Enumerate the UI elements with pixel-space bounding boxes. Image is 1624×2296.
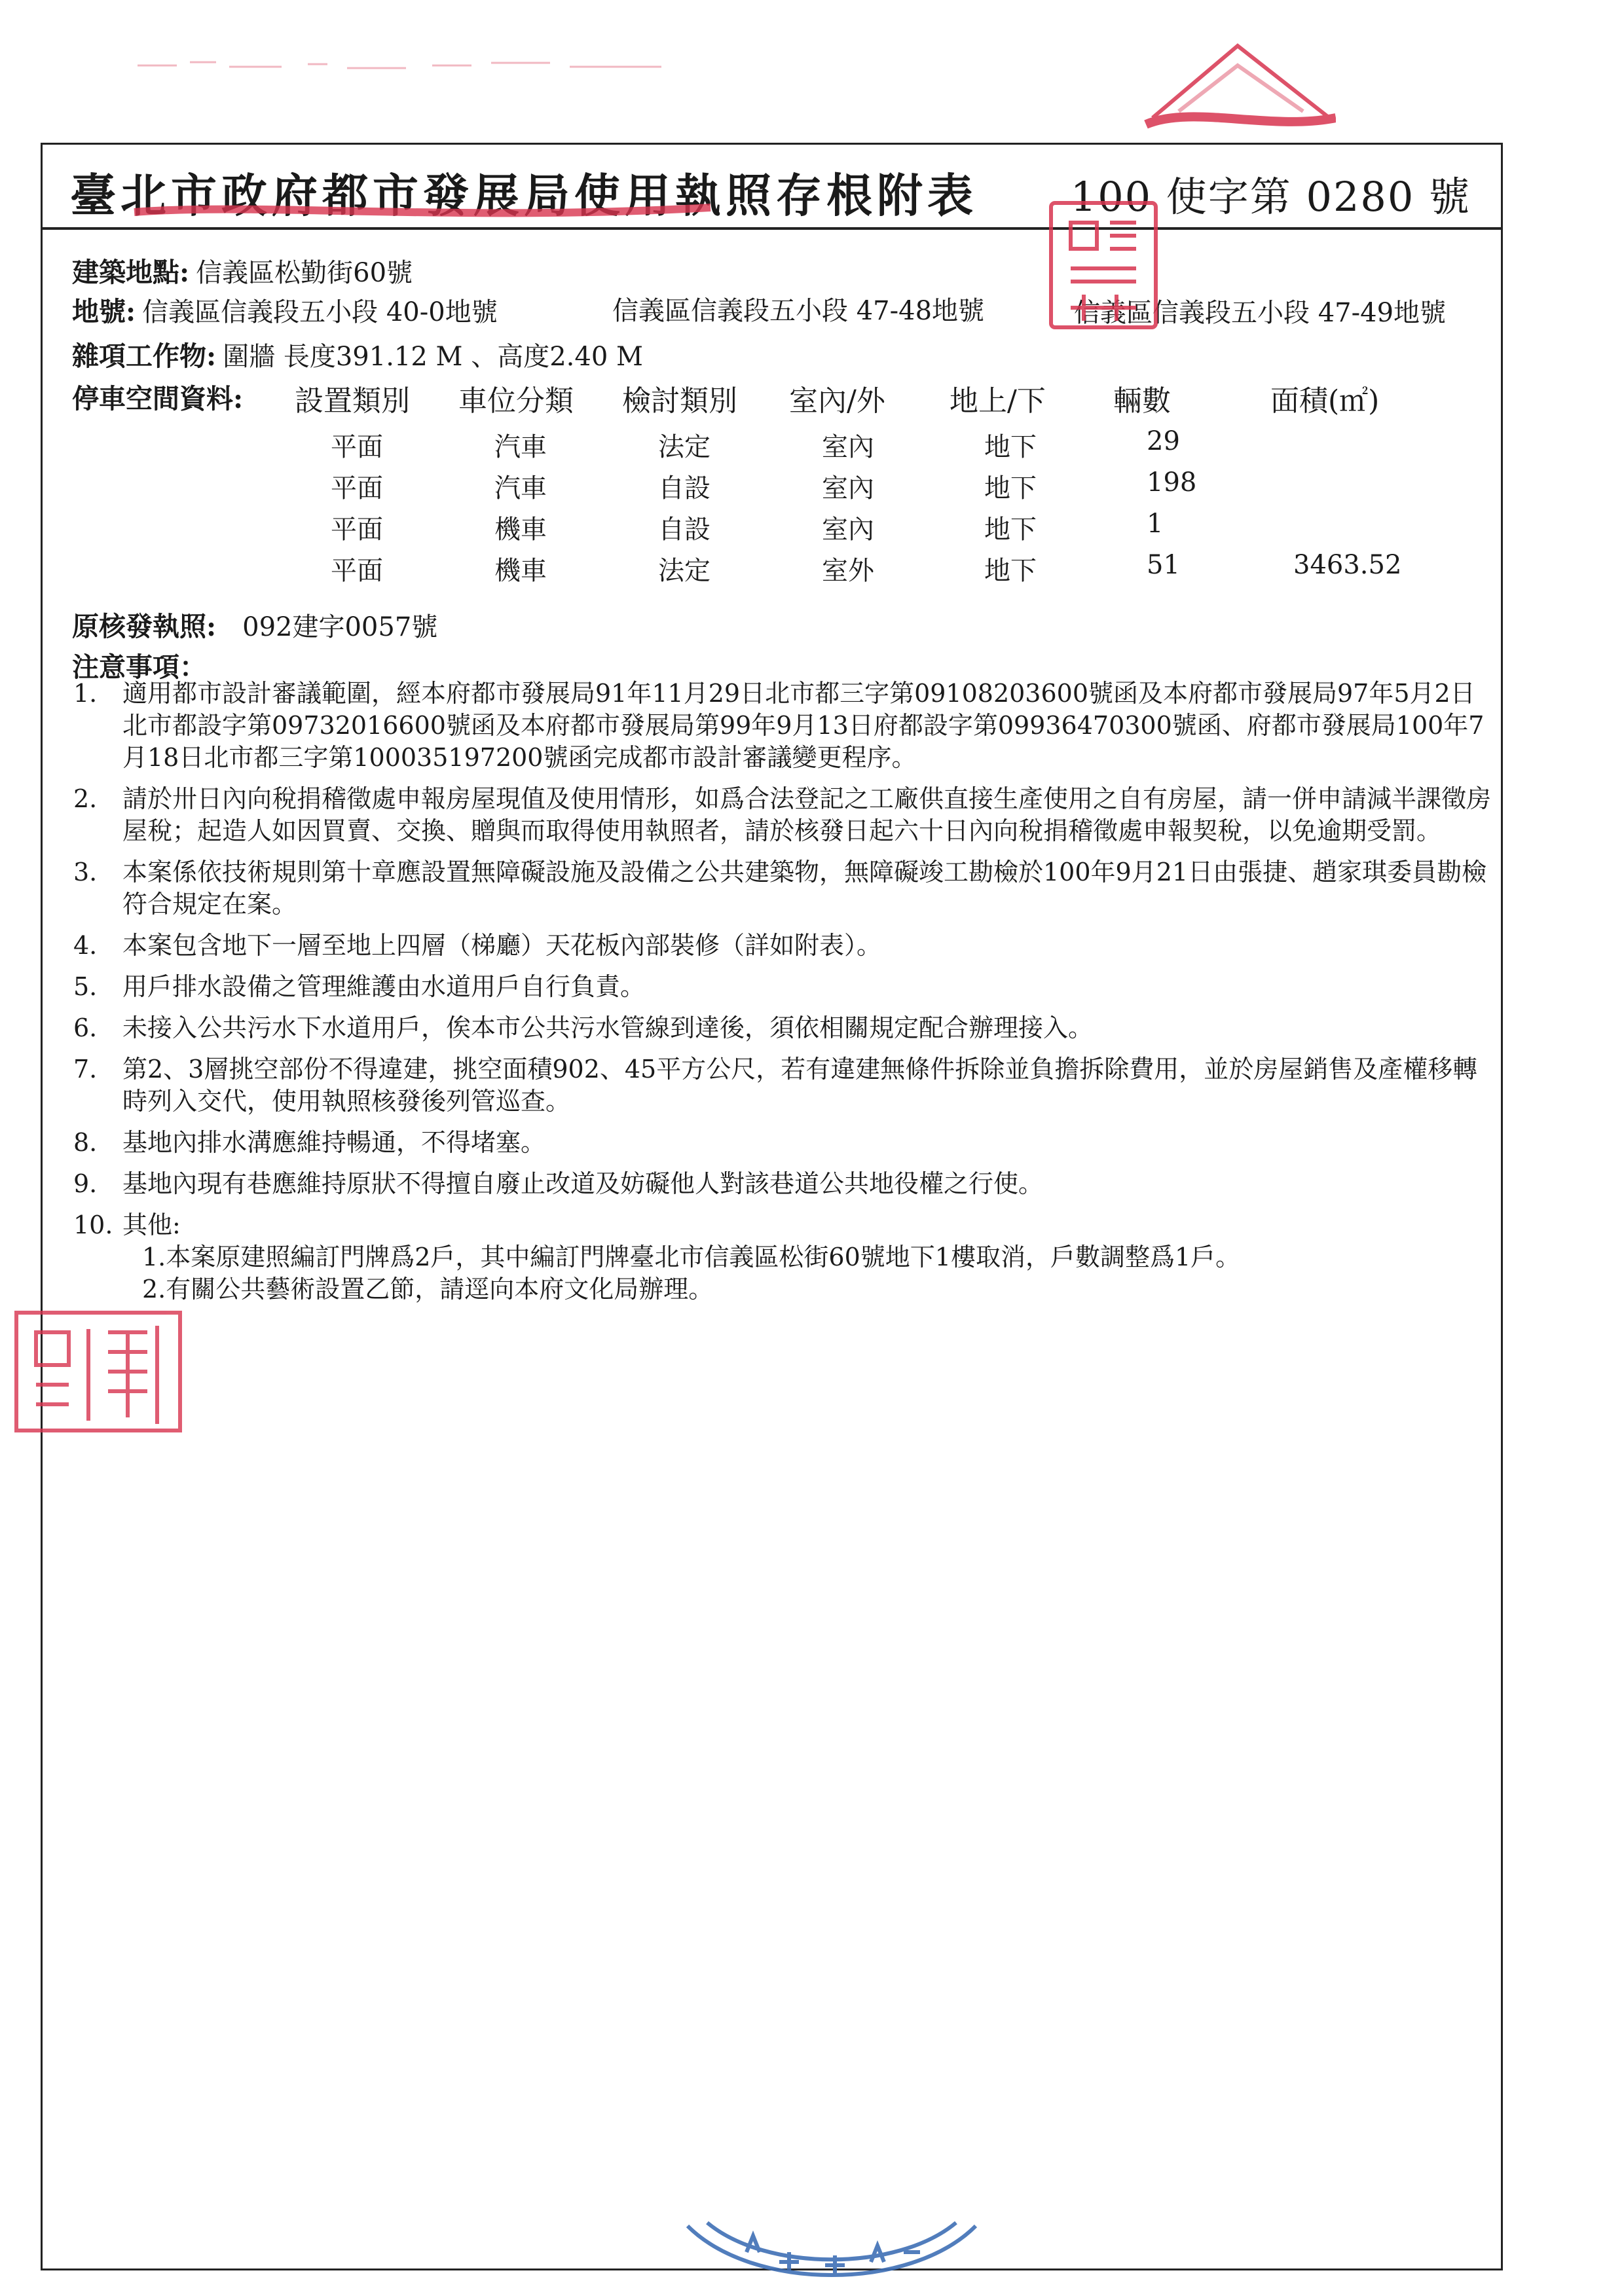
site-location-row — [72, 251, 413, 289]
parking-cell: 51 — [1147, 550, 1180, 580]
parking-header-type: 設置類別 — [295, 384, 410, 418]
site-location-label: 建築地點: — [72, 257, 190, 288]
parking-header-review: 檢討類別 — [622, 384, 737, 418]
blue-seal-bottom — [674, 2200, 989, 2296]
note-text: 其他: — [122, 1211, 181, 1239]
note-text: 第2、3層挑空部份不得違建，挑空面積902、45平方公尺，若有違建無條件拆除並負擔拆除費用，並於房屋銷售及產權移轉時列入交代，使用執照核發後列管巡查。 — [122, 1055, 1478, 1116]
note-item — [54, 1053, 1494, 1118]
parking-cell: 機車 — [494, 515, 547, 545]
note-text: 請於卅日內向稅捐稽徵處申報房屋現值及使用情形，如爲合法登記之工廠供直接生產使用之自有房屋，請一併申請減半課徵房屋稅；起造人如因買賣、交換、贈與而取得使用執照者，請於核發日起六十日內向稅捐稽徵處申報契稅，以免逾期受罰。 — [122, 784, 1492, 845]
misc-works-label: 雜項工作物: — [72, 340, 217, 372]
parking-cell: 室內 — [822, 515, 874, 545]
parking-cell: 自設 — [658, 515, 710, 545]
note-sub-item: 1.本案原建照編訂門牌爲2戶，其中編訂門牌臺北市信義區松街60號地下1樓取消，戶數調整爲1戶。 — [142, 1243, 1241, 1271]
note-text: 本案係依技術規則第十章應設置無障礙設施及設備之公共建築物，無障礙竣工勘檢於100年9月21日由張捷、趙家琪委員勘檢符合規定在案。 — [122, 858, 1487, 919]
note-item — [54, 1012, 1494, 1044]
parking-label-row — [72, 377, 243, 416]
lot-number-row — [72, 290, 498, 329]
parking-label: 停車空間資料: — [72, 383, 244, 414]
parking-cell: 自設 — [658, 473, 710, 503]
note-item — [54, 1127, 1494, 1159]
parking-cell: 3463.52 — [1293, 550, 1402, 580]
lot-number-value-1: 信義區信義段五小段 40-0地號 — [142, 297, 498, 327]
parking-header-category: 車位分類 — [458, 384, 574, 418]
note-number: 5. — [73, 972, 98, 1001]
note-item — [54, 930, 1494, 962]
note-text: 未接入公共污水下水道用戶，俟本市公共污水管線到達後，須依相關規定配合辦理接入。 — [122, 1013, 1094, 1042]
parking-cell: 1 — [1147, 509, 1164, 539]
notes-list — [54, 678, 1494, 1315]
note-number: 8. — [73, 1128, 98, 1157]
parking-cell: 室外 — [822, 556, 874, 586]
parking-cell: 平面 — [331, 556, 383, 586]
page-title: 臺北市政府都市發展局使用執照存根附表 — [70, 168, 978, 223]
note-text: 本案包含地下一層至地上四層（梯廳）天花板內部裝修（詳如附表）。 — [122, 931, 882, 960]
parking-cell: 地下 — [984, 556, 1037, 586]
lot-number-label: 地號: — [72, 296, 136, 327]
note-item — [54, 783, 1494, 847]
lot-number-value-2: 信義區信義段五小段 47-48地號 — [612, 296, 985, 326]
parking-cell: 地下 — [984, 432, 1037, 462]
parking-cell: 法定 — [658, 432, 710, 462]
note-number: 2. — [73, 784, 98, 813]
original-permit-value: 092建字0057號 — [242, 612, 438, 642]
parking-cell: 地下 — [984, 473, 1037, 503]
note-number: 10. — [73, 1211, 113, 1239]
parking-cell: 汽車 — [494, 473, 547, 503]
note-number: 1. — [73, 679, 98, 708]
note-number: 6. — [73, 1013, 98, 1042]
title-red-underline — [128, 196, 717, 222]
note-text: 適用都市設計審議範圍，經本府都市發展局91年11月29日北市都三字第09108203600號函及本府都市發展局97年5月2日北市都設字第09732016600號函及本府都市發展局第99年9月13日府都設字第09936470300號函、府都市發展局100年7月18日北市都三字第100035197200號函完成都市設計審議變更程序。 — [122, 679, 1485, 772]
parking-cell: 平面 — [331, 432, 383, 462]
original-permit-label: 原核發執照: — [72, 611, 217, 642]
permit-number: 100 使字第 0280 號 — [1070, 173, 1471, 221]
lot-number-value-3: 信義區信義段五小段 47-49地號 — [1074, 298, 1447, 328]
notes-heading: 注意事項： — [72, 651, 206, 683]
red-seal-top — [1038, 190, 1169, 340]
parking-cell: 29 — [1147, 426, 1180, 456]
parking-cell: 平面 — [331, 515, 383, 545]
misc-works-row — [72, 335, 643, 373]
note-item — [54, 856, 1494, 920]
top-faint-marks — [124, 39, 714, 85]
parking-cell: 汽車 — [494, 432, 547, 462]
note-sub-item: 2.有關公共藝術設置乙節，請逕向本府文化局辦理。 — [142, 1275, 714, 1303]
site-location-value: 信義區松勤街60號 — [196, 258, 413, 288]
note-item — [54, 971, 1494, 1003]
note-text: 用戶排水設備之管理維護由水道用戶自行負責。 — [122, 972, 646, 1001]
note-number: 4. — [73, 931, 98, 960]
note-text: 基地內現有巷應維持原狀不得擅自廢止改道及妨礙他人對該巷道公共地役權之行使。 — [122, 1169, 1044, 1198]
note-number: 3. — [73, 858, 98, 886]
note-item — [54, 678, 1494, 774]
note-item — [54, 1168, 1494, 1200]
note-number: 7. — [73, 1055, 98, 1084]
note-text: 基地內排水溝應維持暢通，不得堵塞。 — [122, 1128, 546, 1157]
misc-works-value: 圍牆 長度391.12 M 、高度2.40 M — [223, 342, 643, 372]
parking-cell: 平面 — [331, 473, 383, 503]
parking-cell: 198 — [1147, 467, 1197, 498]
note-number: 9. — [73, 1169, 98, 1198]
top-right-red-stamp — [1139, 26, 1336, 131]
note-item — [54, 1209, 1494, 1305]
title-row — [43, 145, 1501, 230]
original-permit-row — [72, 605, 437, 644]
parking-header-count: 輛數 — [1113, 384, 1171, 418]
parking-cell: 地下 — [984, 515, 1037, 545]
parking-cell: 機車 — [494, 556, 547, 586]
parking-cell: 室內 — [822, 432, 874, 462]
parking-header-area: 面積(㎡) — [1270, 384, 1380, 418]
parking-header-indoor: 室內/外 — [789, 384, 885, 418]
red-seal-left — [10, 1300, 187, 1437]
parking-cell: 室內 — [822, 473, 874, 503]
parking-header-level: 地上/下 — [950, 384, 1046, 418]
parking-cell: 法定 — [658, 556, 710, 586]
